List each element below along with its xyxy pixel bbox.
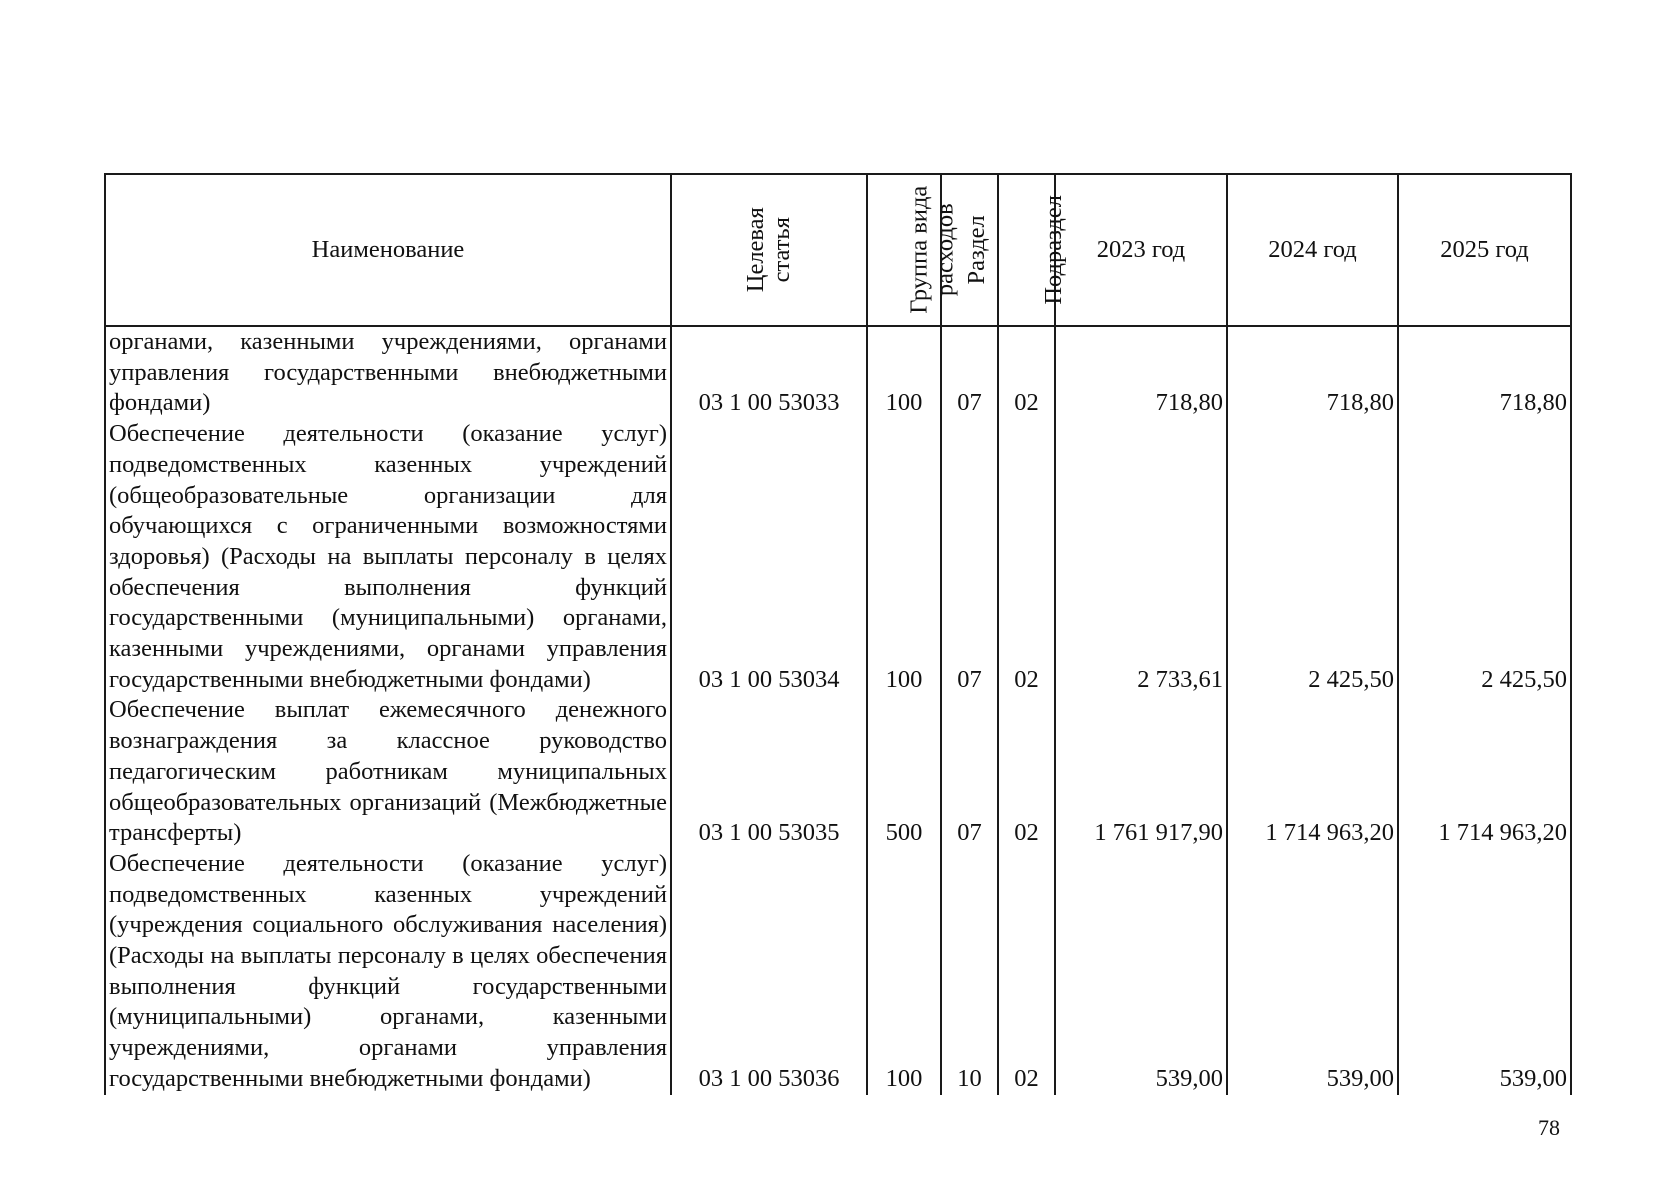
row-group: 100 (867, 419, 941, 695)
row-2025: 539,00 (1398, 849, 1571, 1095)
row-2025: 1 714 963,20 (1398, 695, 1571, 849)
header-2025-text: 2025 год (1440, 236, 1529, 263)
row-2024: 2 425,50 (1227, 419, 1398, 695)
header-2025 (1398, 174, 1571, 326)
row-name: Обеспечение выплат ежемесячного денежного вознаграждения за классное руководство педагогическим работникам муниципальных общеобразовательных организаций (Межбюджетные трансферты) (105, 695, 671, 849)
row-section: 10 (941, 849, 998, 1095)
header-target (671, 174, 867, 326)
row-name: Обеспечение деятельности (оказание услуг) подведомственных казенных учреждений (общеобразовательные организации для обучающихся с ограниченными возможностями здоровья) (Расходы на выплаты персоналу в целях обеспечения выполнения функций государственными (муниципальными) органами, казенными учреждениями, органами управления государственными внебюджетными фондами) (105, 419, 671, 695)
header-2024-text: 2024 год (1268, 236, 1357, 263)
row-subsection: 02 (998, 419, 1055, 695)
row-2024: 539,00 (1227, 849, 1398, 1095)
header-section-text: Раздел (962, 215, 990, 285)
row-target: 03 1 00 53034 (671, 419, 867, 695)
header-group (867, 174, 959, 326)
row-name: органами, казенными учреждениями, органами управления государственными внебюджетными фондами) (105, 326, 671, 419)
table-row (105, 326, 1571, 419)
row-2023: 1 761 917,90 (1055, 695, 1227, 849)
row-target: 03 1 00 53033 (671, 326, 867, 419)
row-subsection: 02 (998, 695, 1055, 849)
header-subsection-text: Подраздел (1039, 195, 1067, 305)
row-2024: 718,80 (1227, 326, 1398, 419)
header-2024 (1227, 174, 1398, 326)
row-2025: 2 425,50 (1398, 419, 1571, 695)
row-2023: 718,80 (1055, 326, 1227, 419)
row-subsection: 02 (998, 326, 1055, 419)
row-2025: 718,80 (1398, 326, 1571, 419)
row-2023: 2 733,61 (1055, 419, 1227, 695)
row-group: 100 (867, 326, 941, 419)
header-2023-text: 2023 год (1096, 236, 1186, 263)
row-2024: 1 714 963,20 (1227, 695, 1398, 849)
row-target: 03 1 00 53035 (671, 695, 867, 849)
table-row (105, 419, 1571, 695)
header-subsection (998, 174, 1067, 326)
row-section: 07 (941, 695, 998, 849)
table-row (105, 849, 1571, 1095)
table-row (105, 695, 1571, 849)
row-group: 100 (867, 849, 941, 1095)
row-2023: 539,00 (1055, 849, 1227, 1095)
page-number: 78 (1538, 1115, 1560, 1140)
header-2023 (1055, 174, 1227, 326)
header-row (105, 174, 1571, 326)
row-name: Обеспечение деятельности (оказание услуг) подведомственных казенных учреждений (учреждения социального обслуживания населения) (Расходы на выплаты персоналу в целях обеспечения выполнения функций государственными (муниципальными) органами, казенными учреждениями, органами управления государственными внебюджетными фондами) (105, 849, 671, 1095)
budget-table (104, 173, 1572, 1095)
row-section: 07 (941, 326, 998, 419)
row-group: 500 (867, 695, 941, 849)
row-subsection: 02 (998, 849, 1055, 1095)
header-target-text: Целевая статья (742, 206, 795, 292)
header-group-text: Группа вида расходов (905, 185, 959, 314)
header-name (105, 174, 671, 326)
row-target: 03 1 00 53036 (671, 849, 867, 1095)
row-section: 07 (941, 419, 998, 695)
header-name-text: Наименование (311, 236, 465, 263)
